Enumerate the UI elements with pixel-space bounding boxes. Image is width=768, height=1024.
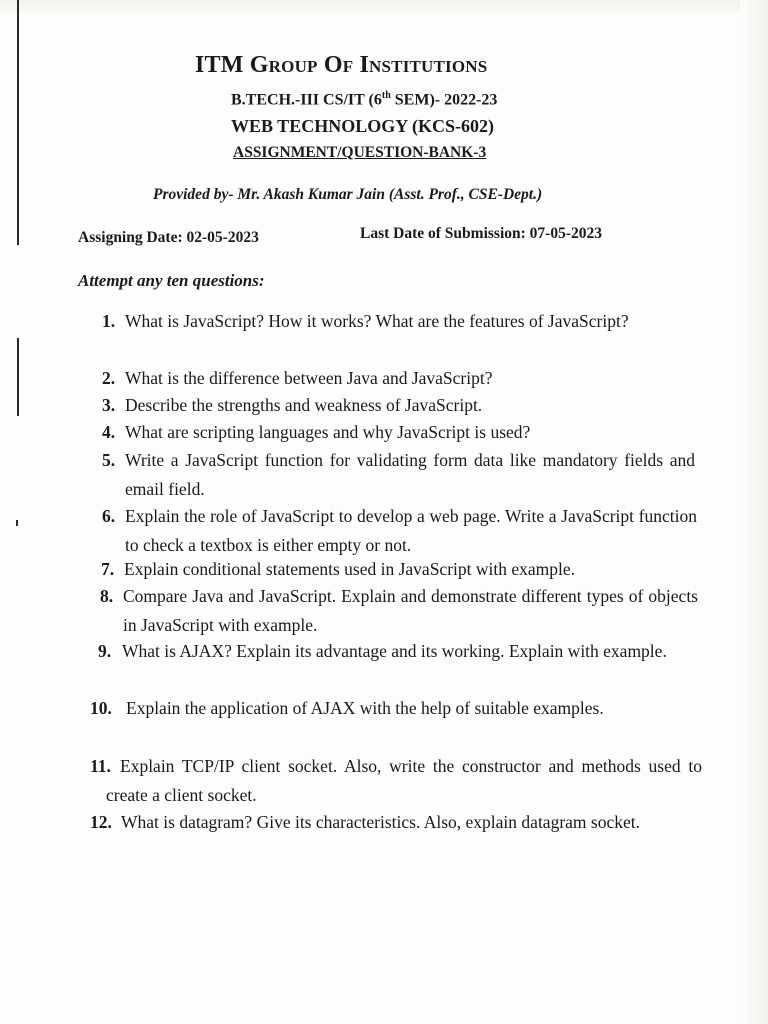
question-item (102, 391, 695, 420)
institution-title: ITM Group Of Institutions (195, 52, 488, 78)
question-text: What is JavaScript? How it works? What are the features of JavaScript? (125, 311, 629, 331)
question-item (90, 752, 702, 810)
question-text: Explain the role of JavaScript to develop a web page. Write a JavaScript function to check a textbox is either empty or not. (125, 506, 697, 555)
question-number: 5. (102, 450, 116, 470)
question-text: What is the difference between Java and JavaScript? (125, 368, 493, 388)
assignment-title: ASSIGNMENT/QUESTION-BANK-3 (233, 144, 487, 161)
question-item (100, 582, 698, 640)
question-text: What is AJAX? Explain its advantage and its working. Explain with example. (122, 641, 667, 661)
submission-date: Last Date of Submission: 07-05-2023 (360, 225, 602, 242)
course-suffix: SEM)- 2022-23 (390, 91, 498, 109)
question-text: What is datagram? Give its characteristics. Also, explain datagram socket. (121, 812, 640, 832)
question-item (90, 808, 702, 837)
question-number: 3. (102, 395, 116, 415)
question-number: 1. (102, 311, 116, 331)
question-number: 2. (102, 368, 116, 388)
scan-edge-right (740, 0, 768, 1024)
question-number: 8. (100, 586, 114, 606)
question-number: 10. (90, 698, 112, 718)
instruction: Attempt any ten questions: (78, 271, 265, 290)
question-number: 4. (102, 422, 116, 442)
question-text: Compare Java and JavaScript. Explain and demonstrate different types of objects in JavaScript with example. (123, 586, 698, 635)
question-text: Write a JavaScript function for validating form data like mandatory fields and email field. (125, 450, 695, 499)
margin-mark (16, 520, 18, 526)
question-number: 12. (90, 812, 112, 832)
question-number: 11. (90, 756, 111, 776)
question-text: Describe the strengths and weakness of JavaScript. (125, 395, 483, 415)
question-number: 7. (101, 559, 115, 579)
scan-edge-top (0, 0, 768, 14)
question-item (98, 637, 700, 666)
assigning-date: Assigning Date: 02-05-2023 (78, 229, 259, 246)
margin-line (17, 0, 19, 245)
question-item (102, 502, 697, 560)
question-text: What are scripting languages and why JavaScript is used? (125, 422, 531, 442)
question-item (101, 555, 696, 584)
subject-title: WEB TECHNOLOGY (KCS-602) (231, 116, 495, 136)
course-line (231, 90, 497, 109)
question-item (102, 446, 695, 504)
question-text: Explain the application of AJAX with the help of suitable examples. (126, 698, 604, 718)
course-superscript: th (381, 90, 391, 101)
course-prefix: B.TECH.-III CS/IT (6 (231, 91, 382, 109)
provided-by: Provided by- Mr. Akash Kumar Jain (Asst. Prof., CSE-Dept.) (153, 186, 543, 203)
question-item (102, 364, 695, 393)
question-number: 9. (98, 641, 112, 661)
question-item (102, 307, 695, 336)
question-number: 6. (102, 506, 116, 526)
question-item (102, 418, 695, 447)
question-item (90, 694, 700, 723)
margin-line (17, 338, 19, 416)
question-text: Explain conditional statements used in JavaScript with example. (124, 559, 576, 579)
question-text: Explain TCP/IP client socket. Also, write the constructor and methods used to create a client socket. (106, 756, 702, 805)
